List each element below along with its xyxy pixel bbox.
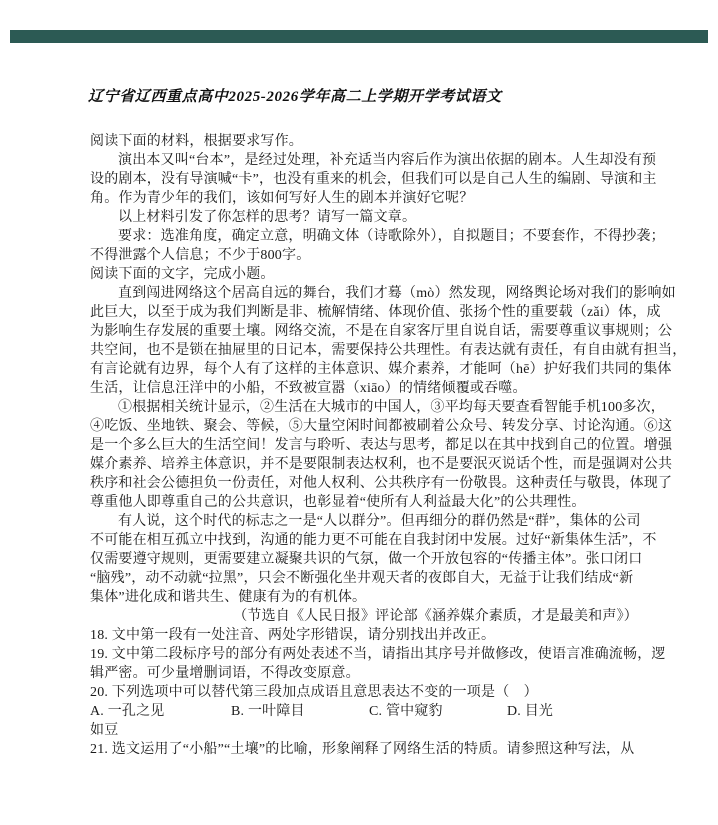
text-line: 18. 文中第一段有一处注音、两处字形错误，请分别找出并改正。 bbox=[90, 628, 496, 643]
options-row bbox=[90, 702, 638, 721]
text-line: 不得泄露个人信息；不少于800字。 bbox=[90, 248, 311, 263]
text-line: 20. 下列选项中可以替代第三段加点成语且意思表达不变的一项是（ ） bbox=[90, 685, 538, 700]
option-item: C. 管中窥豹 bbox=[369, 704, 443, 719]
page-title: 辽宁省辽西重点高中2025-2026学年高二上学期开学考试语文 bbox=[88, 89, 502, 105]
text-line: 为影响生存发展的重要土壤。网络交流，不是在自家客厅里自说自话，需要尊重议事规则；公 bbox=[90, 324, 673, 339]
text-line: 媒介素养、培养主体意识，并不是要限制表达权利，也不是要泯灭说话个性，而是强调对公共 bbox=[90, 457, 673, 472]
text-line: 阅读下面的文字，完成小题。 bbox=[90, 267, 275, 282]
text-line: ④吃饭、坐地铁、聚会、等候，⑤大量空闲时间都被刷着公众号、转发分享、讨论沟通。⑥这 bbox=[90, 419, 673, 434]
option-item: B. 一叶障目 bbox=[231, 704, 305, 719]
document-body bbox=[90, 132, 687, 759]
text-line: “脑残”，动不动就“拉黑”，只会不断强化坐井观天者的夜郎自大，无益于让我们结成“新 bbox=[90, 571, 634, 586]
text-line: 阅读下面的材料，根据要求写作。 bbox=[90, 134, 303, 149]
text-line: 如豆 bbox=[90, 723, 119, 738]
text-line: 有言论就有边界，每个人有了这样的主体意识、媒介素养，才能呵（hē）护好我们共同的集体 bbox=[90, 362, 672, 377]
text-line: 集体”进化成和谐共生、健康有为的有机体。 bbox=[90, 590, 367, 605]
text-line: 此巨大，以至于成为我们判断是非、梳解情绪、体现价值、张扬个性的重要载（zǎi）体，成 bbox=[90, 305, 661, 320]
text-line: 辑严密。可少量增删词语，不得改变原意。 bbox=[90, 666, 360, 681]
text-line: 不可能在相互孤立中找到，沟通的能力更不可能在自我封闭中发展。过好“新集体生活”，不 bbox=[90, 533, 657, 548]
header-bar bbox=[10, 30, 708, 43]
text-line: 直到闯进网络这个居高自远的舞台，我们才蓦（mò）然发现，网络舆论场对我们的影响如 bbox=[118, 286, 676, 301]
text-line: 演出本又叫“台本”，是经过处理，补充适当内容后作为演出依据的剧本。人生却没有预 bbox=[118, 153, 657, 168]
text-line: 以上材料引发了你怎样的思考？请写一篇文章。 bbox=[118, 210, 417, 225]
text-line: 生活，让信息汪洋中的小船，不致被宣嚣（xiāo）的情绪倾覆或吞噬。 bbox=[90, 381, 527, 396]
text-line: 尊重他人即尊重自己的公共意识，也彰显着“使所有人利益最大化”的公共理性。 bbox=[90, 495, 586, 510]
text-line: ①根据相关统计显示，②生活在大城市的中国人，③平均每天要查看智能手机100多次， bbox=[118, 400, 665, 415]
text-line: 21. 选文运用了“小船”“土壤”的比喻，形象阐释了网络生活的特质。请参照这种写法，从 bbox=[90, 742, 635, 757]
text-line: （节选自《人民日报》评论部《涵养媒介素质，才是最美和声》） bbox=[233, 609, 638, 624]
text-line: 秩序和社会公德担负一份责任，对他人权利、公共秩序有一份敬畏。这种责任与敬畏，体现了 bbox=[90, 476, 673, 491]
text-line: 角。作为青少年的我们，该如何写好人生的剧本并演好它呢？ bbox=[90, 191, 474, 206]
option-item: D. 目光 bbox=[507, 704, 554, 719]
text-line: 19. 文中第二段标序号的部分有两处表述不当，请指出其序号并做修改，使语言准确流畅，逻 bbox=[90, 647, 666, 662]
option-item: A. 一孔之见 bbox=[90, 704, 165, 719]
text-line: 有人说，这个时代的标志之一是“人以群分”。但再细分的群仍然是“群”，集体的公司 bbox=[118, 514, 641, 529]
text-line: 设的剧本，没有导演喊“卡”，也没有重来的机会，但我们可以是自己人生的编剧、导演和主 bbox=[90, 172, 657, 187]
text-line: 是一个多么巨大的生活空间！发言与聆听、表达与思考，都足以在其中找到自己的位置。增强 bbox=[90, 438, 673, 453]
text-line: 仅需要遵守规则，更需要建立凝聚共识的气氛，做一个开放包容的“传播主体”。张口闭口 bbox=[90, 552, 643, 567]
text-line: 要求：选准角度，确定立意，明确文体（诗歌除外），自拟题目；不要套作，不得抄袭； bbox=[118, 229, 665, 244]
text-line: 共空间，也不是锁在抽屉里的日记本，需要保持公共理性。有表达就有责任，有自由就有担当， bbox=[90, 343, 687, 358]
